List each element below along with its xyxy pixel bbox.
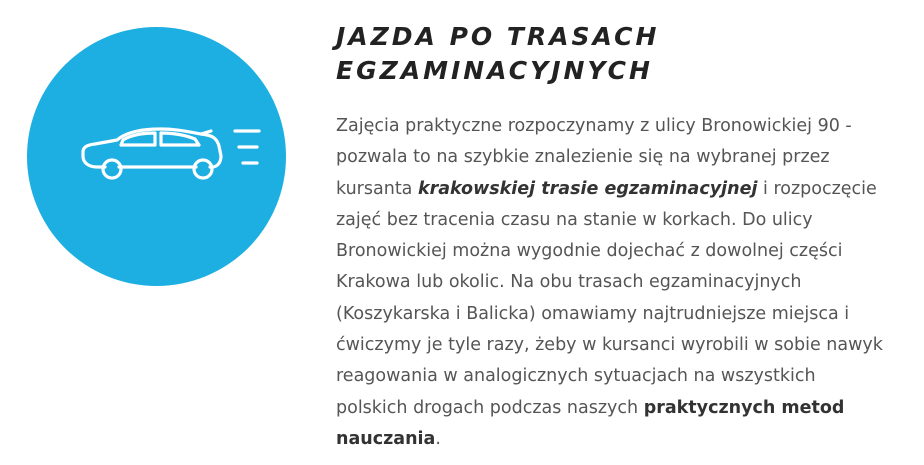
paragraph-text: kursanta (336, 178, 418, 199)
paragraph-line: pozwala to na szybkie znalezienie się na wybranej przez (336, 147, 830, 168)
methods-emphasis: praktycznych metod (643, 397, 845, 418)
section-description (336, 111, 916, 455)
paragraph-line (336, 393, 916, 424)
car-icon (75, 123, 265, 193)
paragraph-line: Krakowa lub okolic. Na obu trasach egzaminacyjnych (336, 272, 802, 293)
route-emphasis: krakowskiej trasie egzaminacyjnej (417, 178, 758, 199)
paragraph-text: polskich drogach podczas naszych (336, 397, 644, 418)
paragraph-line (336, 424, 916, 455)
paragraph-text: i rozpoczęcie (757, 178, 877, 199)
paragraph-line: reagowania w analogicznych sytuacjach na wszystkich (336, 366, 816, 387)
paragraph-line (336, 174, 916, 205)
paragraph-text: . (435, 428, 441, 449)
title-line-2: EGZAMINACYJNYCH (336, 56, 653, 85)
paragraph-line: Zajęcia praktyczne rozpoczynamy z ulicy Bronowickiej 90 - (336, 116, 852, 136)
section-title (336, 20, 659, 88)
methods-emphasis-end: nauczania (336, 428, 436, 449)
paragraph-line: ćwiczymy je tyle razy, żeby w kursanci wyrobili w sobie nawyk (336, 335, 883, 356)
title-line-1: JAZDA PO TRASACH (336, 22, 660, 51)
paragraph-line: (Koszykarska i Balicka) omawiamy najtrudniejsze miejsca i (336, 303, 850, 324)
paragraph-line: zajęć bez tracenia czasu na stanie w korkach. Do ulicy (336, 209, 813, 230)
paragraph-line: Bronowickiej można wygodnie dojechać z dowolnej części (336, 241, 843, 262)
